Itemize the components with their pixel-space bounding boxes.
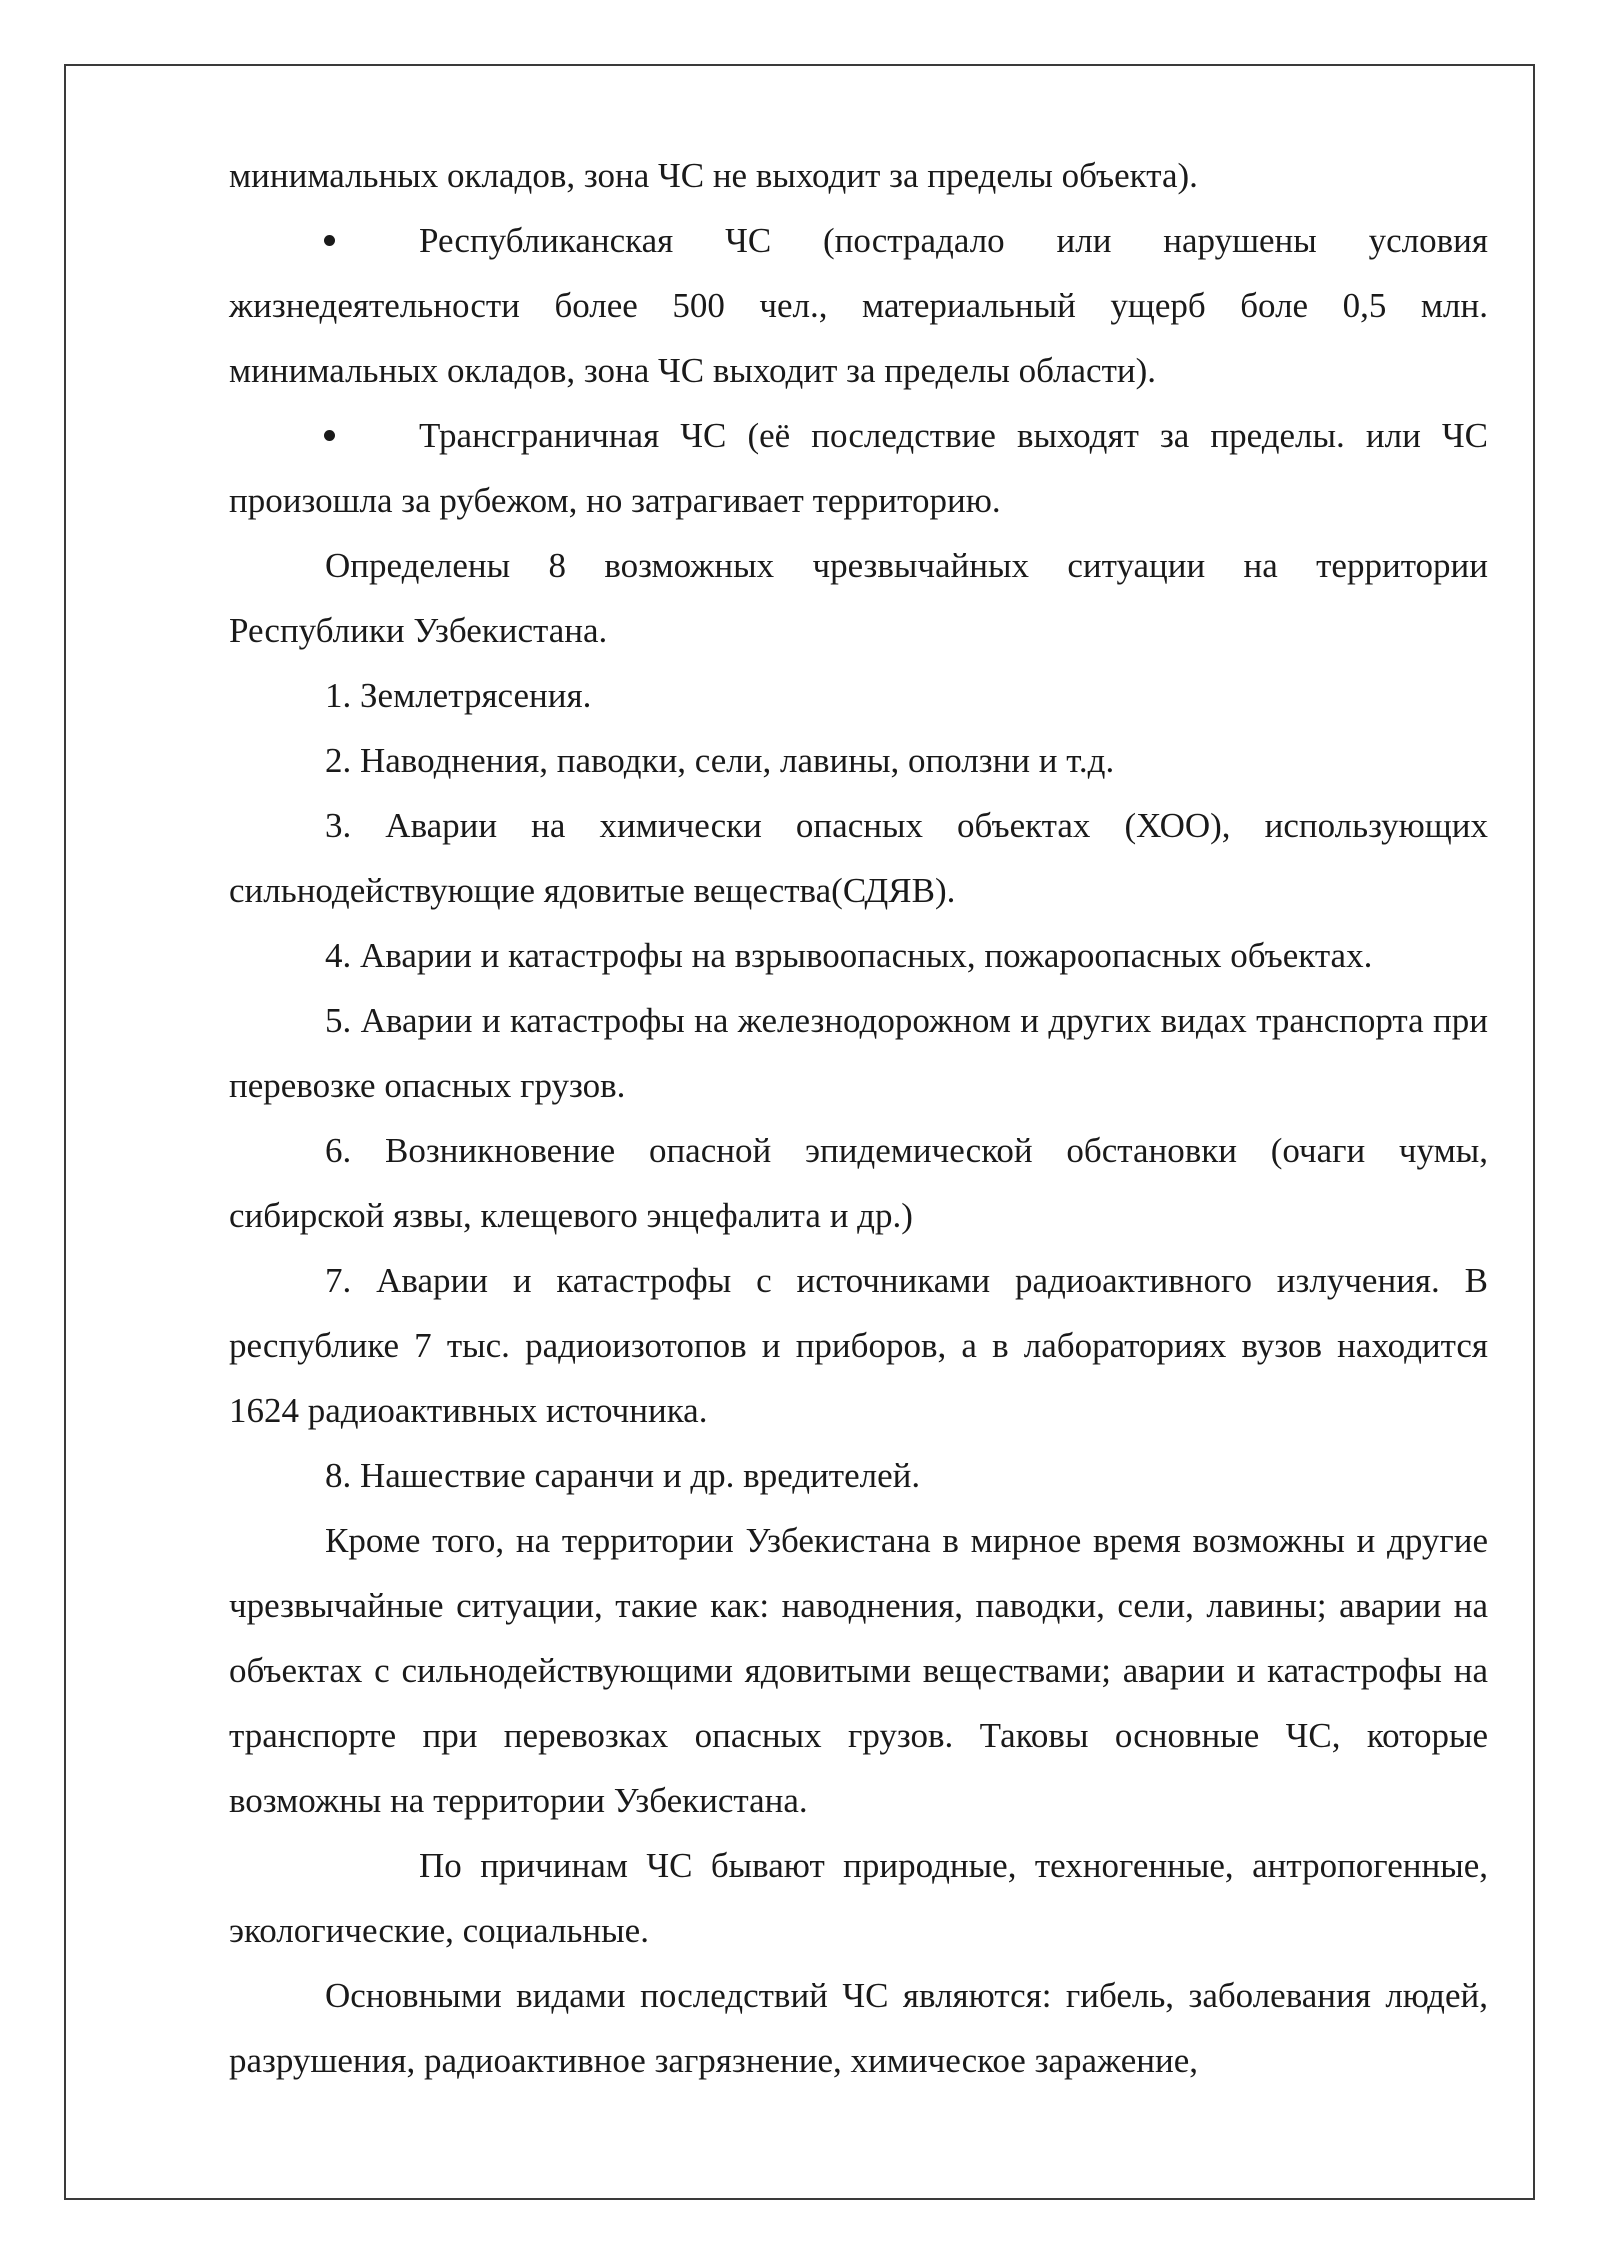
- list-item: 8. Нашествие саранчи и др. вредителей.: [325, 1456, 921, 1495]
- bullet-icon: [324, 430, 335, 441]
- bullet-text: Трансграничная ЧС (её последствие выходят за пределы. или ЧС произошла за рубежом, но затрагивает территорию.: [229, 416, 1488, 520]
- bullet-item: [229, 208, 1488, 403]
- list-item: 7. Аварии и катастрофы с источниками радиоактивного излучения. В республике 7 тыс. радиоизотопов и приборов, а в лабораториях вузов находится 1624 радиоактивных источника.: [229, 1261, 1488, 1430]
- paragraph: Основными видами последствий ЧС являются: гибель, заболевания людей, разрушения, радиоактивное загрязнение, химическое заражение,: [229, 1976, 1488, 2080]
- paragraph: По причинам ЧС бывают природные, техногенные, антропогенные, экологические, социальные.: [229, 1846, 1488, 1950]
- paragraph: Кроме того, на территории Узбекистана в мирное время возможны и другие чрезвычайные ситуации, такие как: наводнения, паводки, сели, лавины; аварии на объектах с сильнодействующими ядовитыми веществами; аварии и катастрофы на транспорте при перевозках опасных грузов. Таковы основные ЧС, которые возможны на территории Узбекистана.: [229, 1521, 1488, 1820]
- list-item: 1. Землетрясения.: [325, 676, 592, 715]
- list-item: 2. Наводнения, паводки, сели, лавины, оползни и т.д.: [325, 741, 1115, 780]
- bullet-icon: [324, 235, 335, 246]
- bullet-text: Республиканская ЧС (пострадало или нарушены условия жизнедеятельности более 500 чел., материальный ущерб боле 0,5 млн. минимальных окладов, зона ЧС выходит за пределы области).: [229, 221, 1488, 390]
- list-item: 3. Аварии на химически опасных объектах (ХОО), использующих сильнодействующие ядовитые вещества(СДЯВ).: [229, 806, 1488, 910]
- paragraph: Определены 8 возможных чрезвычайных ситуации на территории Республики Узбекистана.: [229, 546, 1488, 650]
- list-item: 5. Аварии и катастрофы на железнодорожном и других видах транспорта при перевозке опасных грузов.: [229, 1001, 1488, 1105]
- bullet-item: [229, 403, 1488, 533]
- document-body: [229, 143, 1488, 2093]
- paragraph: минимальных окладов, зона ЧС не выходит за пределы объекта).: [229, 156, 1198, 195]
- list-item: 6. Возникновение опасной эпидемической обстановки (очаги чумы, сибирской язвы, клещевого энцефалита и др.): [229, 1131, 1488, 1235]
- list-item: 4. Аварии и катастрофы на взрывоопасных, пожароопасных объектах.: [325, 936, 1373, 975]
